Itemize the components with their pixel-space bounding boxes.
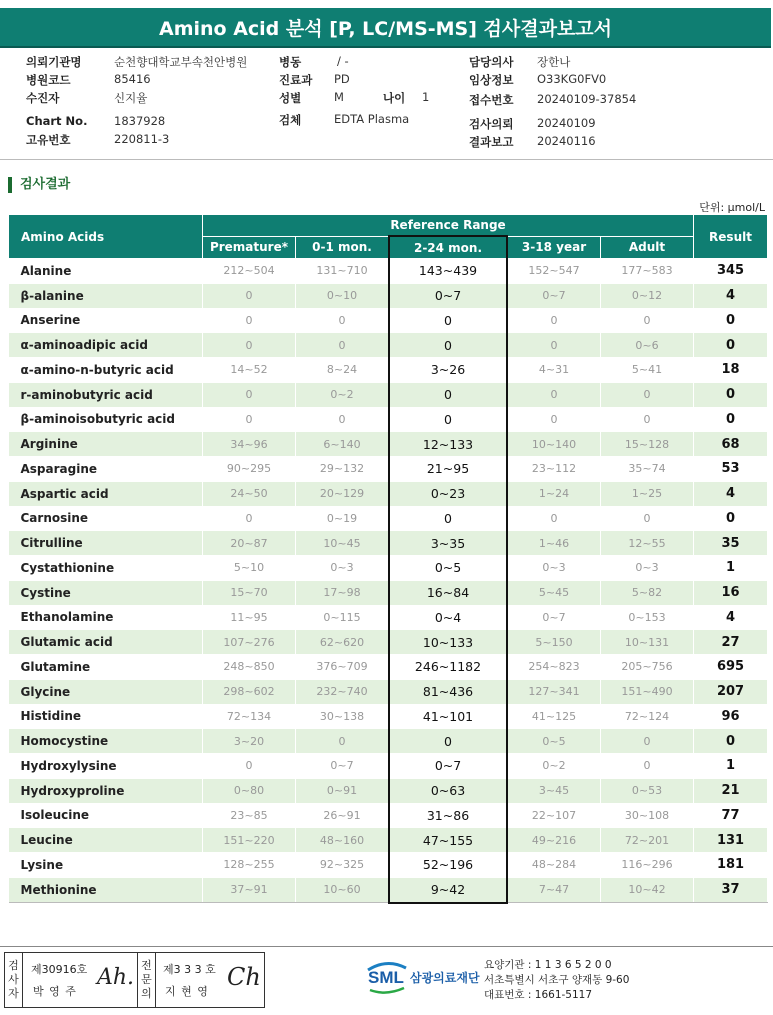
org-name: 삼광의료재단 [410,970,480,985]
reference-range-cell: 30~138 [296,704,390,729]
result-value: 345 [694,259,768,284]
amino-acid-name: Glutamine [9,655,203,680]
info-label: Chart No. [26,114,88,128]
reference-range-cell: 72~134 [203,704,296,729]
result-value: 131 [694,828,768,853]
info-label: 수진자 [26,91,60,105]
reference-range-cell: 5~45 [507,580,601,605]
table-row [9,778,768,803]
reference-range-cell: 0 [601,754,694,779]
address-line: 대표번호 : 1661-5117 [484,989,593,1001]
reference-range-cell: 10~131 [601,630,694,655]
info-value: O33KG0FV0 [537,72,607,86]
amino-acid-name: Leucine [9,828,203,853]
table-row [9,754,768,779]
reference-range-cell: 3~35 [389,531,507,556]
table-row [9,457,768,482]
info-value: 85416 [114,72,151,86]
reference-range-cell: 143~439 [389,259,507,284]
address-line: 서초특별시 서초구 양재동 9-60 [484,974,630,986]
info-value: / - [337,54,349,68]
amino-acid-name: Lysine [9,853,203,878]
reference-range-cell: 35~74 [601,457,694,482]
reference-range-cell: 376~709 [296,655,390,680]
reference-range-cell: 0 [601,407,694,432]
col-0-1-mon: 0-1 mon. [296,236,390,259]
amino-acid-name: α-aminoadipic acid [9,333,203,358]
unit-label: 단위: μmol/L [699,201,765,214]
amino-acid-name: r-aminobutyric acid [9,382,203,407]
reference-range-cell: 0~7 [296,754,390,779]
reference-range-cell: 128~255 [203,853,296,878]
reference-range-cell: 212~504 [203,259,296,284]
reference-range-cell: 12~55 [601,531,694,556]
amino-acid-name: Cystine [9,580,203,605]
table-row [9,630,768,655]
reference-range-cell: 0 [203,308,296,333]
table-row [9,803,768,828]
table-row [9,729,768,754]
table-row [9,877,768,902]
result-value: 1 [694,556,768,581]
table-row [9,531,768,556]
reference-range-cell: 10~133 [389,630,507,655]
reference-range-cell: 0~4 [389,605,507,630]
result-value: 181 [694,853,768,878]
info-value: 20240109-37854 [537,92,637,106]
table-row [9,679,768,704]
reference-range-cell: 1~24 [507,481,601,506]
reference-range-cell: 0 [507,506,601,531]
address-line: 요양기관 : 1 1 3 6 5 2 0 0 [484,959,612,971]
result-value: 53 [694,457,768,482]
info-label: 검사의뢰 [469,117,514,131]
reference-range-cell: 49~216 [507,828,601,853]
report-title: Amino Acid 분석 [P, LC/MS-MS] 검사결과보고서 [0,8,771,48]
reference-range-cell: 48~160 [296,828,390,853]
result-value: 0 [694,506,768,531]
info-label: 결과보고 [469,135,514,149]
reference-range-cell: 41~125 [507,704,601,729]
reference-range-cell: 151~220 [203,828,296,853]
reference-range-cell: 0~23 [389,481,507,506]
reference-range-cell: 0~5 [389,556,507,581]
amino-acid-name: Asparagine [9,457,203,482]
reference-range-cell: 0 [296,407,390,432]
amino-acid-name: Citrulline [9,531,203,556]
reference-range-cell: 0 [203,283,296,308]
reference-range-cell: 0~91 [296,778,390,803]
reference-range-cell: 3~45 [507,778,601,803]
reference-range-cell: 0~7 [507,605,601,630]
info-value: 신지율 [114,91,148,105]
amino-acid-name: Glycine [9,679,203,704]
signer1-role: 검 사 자 [5,953,23,1007]
amino-acid-name: Hydroxyproline [9,778,203,803]
reference-range-cell: 0 [507,333,601,358]
reference-range-cell: 3~20 [203,729,296,754]
reference-range-cell: 0 [601,506,694,531]
reference-range-cell: 0~19 [296,506,390,531]
reference-range-cell: 177~583 [601,259,694,284]
reference-range-cell: 205~756 [601,655,694,680]
reference-range-cell: 20~129 [296,481,390,506]
reference-range-cell: 90~295 [203,457,296,482]
reference-range-cell: 23~112 [507,457,601,482]
amino-acid-name: Anserine [9,308,203,333]
reference-range-cell: 10~45 [296,531,390,556]
reference-range-cell: 152~547 [507,259,601,284]
amino-acid-name: Cystathionine [9,556,203,581]
reference-range-cell: 81~436 [389,679,507,704]
reference-range-cell: 8~24 [296,358,390,383]
result-value: 0 [694,308,768,333]
reference-range-cell: 232~740 [296,679,390,704]
amino-acid-name: β-aminoisobutyric acid [9,407,203,432]
info-label: 담당의사 [469,55,514,69]
table-row [9,333,768,358]
amino-acid-name: Isoleucine [9,803,203,828]
info-value: 20240109 [537,116,596,130]
reference-range-cell: 0 [389,729,507,754]
amino-acid-name: Hydroxylysine [9,754,203,779]
sml-logo [366,960,480,994]
col-premature: Premature* [203,236,296,259]
reference-range-cell: 298~602 [203,679,296,704]
info-label: 임상정보 [469,73,514,87]
reference-range-cell: 41~101 [389,704,507,729]
result-value: 27 [694,630,768,655]
reference-range-cell: 0~115 [296,605,390,630]
reference-range-cell: 0~2 [507,754,601,779]
reference-range-cell: 0 [203,754,296,779]
table-row [9,259,768,284]
divider [0,159,773,160]
reference-range-cell: 0~153 [601,605,694,630]
reference-range-cell: 15~70 [203,580,296,605]
table-row [9,556,768,581]
reference-range-cell: 248~850 [203,655,296,680]
reference-range-cell: 52~196 [389,853,507,878]
reference-range-cell: 0~6 [601,333,694,358]
table-row [9,828,768,853]
reference-range-cell: 23~85 [203,803,296,828]
reference-range-cell: 17~98 [296,580,390,605]
reference-range-cell: 0 [296,729,390,754]
reference-range-cell: 0~7 [389,754,507,779]
reference-range-cell: 0 [389,407,507,432]
amino-acid-name: Arginine [9,432,203,457]
info-value: EDTA Plasma [334,112,410,126]
reference-range-cell: 127~341 [507,679,601,704]
reference-range-cell: 5~10 [203,556,296,581]
col-reference-range: Reference Range [203,215,694,237]
reference-range-cell: 20~87 [203,531,296,556]
reference-range-cell: 11~95 [203,605,296,630]
result-value: 4 [694,481,768,506]
reference-range-cell: 5~150 [507,630,601,655]
info-label: 병원코드 [26,73,71,87]
results-table [8,214,768,904]
reference-range-cell: 0 [389,333,507,358]
result-value: 18 [694,358,768,383]
reference-range-cell: 0 [507,308,601,333]
result-value: 4 [694,605,768,630]
reference-range-cell: 30~108 [601,803,694,828]
result-value: 0 [694,382,768,407]
reference-range-cell: 0~12 [601,283,694,308]
amino-acid-name: Carnosine [9,506,203,531]
reference-range-cell: 131~710 [296,259,390,284]
amino-acid-name: Histidine [9,704,203,729]
info-label: 성별 [279,91,302,105]
reference-range-cell: 21~95 [389,457,507,482]
section-title: 검사결과 [8,177,70,193]
reference-range-cell: 116~296 [601,853,694,878]
table-row [9,283,768,308]
table-row [9,481,768,506]
reference-range-cell: 47~155 [389,828,507,853]
reference-range-cell: 0 [507,407,601,432]
reference-range-cell: 0 [601,729,694,754]
reference-range-cell: 0~7 [389,283,507,308]
reference-range-cell: 10~42 [601,877,694,902]
result-value: 21 [694,778,768,803]
reference-range-cell: 6~140 [296,432,390,457]
reference-range-cell: 0 [601,308,694,333]
info-value: 장한나 [537,55,571,69]
amino-acid-name: Alanine [9,259,203,284]
reference-range-cell: 29~132 [296,457,390,482]
info-value: 순천향대학교부속천안병원 [114,55,248,69]
reference-range-cell: 0 [389,382,507,407]
age-label: 나이 [383,91,406,105]
result-value: 207 [694,679,768,704]
table-row [9,382,768,407]
reference-range-cell: 0~7 [507,283,601,308]
reference-range-cell: 3~26 [389,358,507,383]
results-body [9,259,768,903]
reference-range-cell: 0 [203,506,296,531]
amino-acid-name: Glutamic acid [9,630,203,655]
result-value: 68 [694,432,768,457]
footer-divider [0,946,773,947]
result-value: 695 [694,655,768,680]
info-label: 병동 [279,55,302,69]
reference-range-cell: 7~47 [507,877,601,902]
signer2-signature: Ch [227,963,261,991]
table-row [9,853,768,878]
reference-range-cell: 0 [389,308,507,333]
signer2-number: 제3 3 3 호 [163,963,216,976]
info-label: 진료과 [279,73,313,87]
result-value: 1 [694,754,768,779]
amino-acid-name: Methionine [9,877,203,902]
reference-range-cell: 254~823 [507,655,601,680]
result-value: 77 [694,803,768,828]
reference-range-cell: 10~60 [296,877,390,902]
reference-range-cell: 0~63 [389,778,507,803]
reference-range-cell: 0~5 [507,729,601,754]
table-row [9,605,768,630]
signer1-name: 박 영 주 [33,985,77,998]
signer1-number: 제30916호 [31,963,88,976]
org-address [484,958,629,1003]
result-value: 4 [694,283,768,308]
reference-range-cell: 72~201 [601,828,694,853]
signer2-name: 지 현 영 [165,985,209,998]
info-label: 접수번호 [469,93,514,107]
info-value: 20240116 [537,134,596,148]
reference-range-cell: 0~10 [296,283,390,308]
reference-range-cell: 12~133 [389,432,507,457]
reference-range-cell: 72~124 [601,704,694,729]
reference-range-cell: 4~31 [507,358,601,383]
amino-acid-name: Homocystine [9,729,203,754]
info-value: 1837928 [114,114,166,128]
signature-box [4,952,265,1008]
reference-range-cell: 48~284 [507,853,601,878]
reference-range-cell: 37~91 [203,877,296,902]
result-value: 16 [694,580,768,605]
reference-range-cell: 15~128 [601,432,694,457]
reference-range-cell: 0 [601,382,694,407]
amino-acid-name: β-alanine [9,283,203,308]
reference-range-cell: 22~107 [507,803,601,828]
reference-range-cell: 0 [296,333,390,358]
reference-range-cell: 0 [203,333,296,358]
result-value: 37 [694,877,768,902]
info-value: PD [334,72,350,86]
reference-range-cell: 0 [296,308,390,333]
signer2-role: 전 문 의 [137,953,156,1007]
table-row [9,432,768,457]
table-row [9,580,768,605]
reference-range-cell: 16~84 [389,580,507,605]
col-result: Result [694,215,768,259]
reference-range-cell: 5~82 [601,580,694,605]
reference-range-cell: 34~96 [203,432,296,457]
reference-range-cell: 0~3 [601,556,694,581]
amino-acid-name: Aspartic acid [9,481,203,506]
reference-range-cell: 151~490 [601,679,694,704]
reference-range-cell: 10~140 [507,432,601,457]
result-value: 96 [694,704,768,729]
table-row [9,704,768,729]
result-value: 0 [694,729,768,754]
reference-range-cell: 0 [203,382,296,407]
reference-range-cell: 0 [203,407,296,432]
reference-range-cell: 9~42 [389,877,507,902]
col-2-24-mon: 2-24 mon. [389,236,507,259]
table-row [9,358,768,383]
reference-range-cell: 0 [507,382,601,407]
table-row [9,407,768,432]
reference-range-cell: 5~41 [601,358,694,383]
reference-range-cell: 1~46 [507,531,601,556]
signer1-signature: Ah. [97,965,135,990]
col-amino-acids: Amino Acids [9,215,203,259]
age-value: 1 [422,90,430,104]
result-value: 35 [694,531,768,556]
reference-range-cell: 0~3 [507,556,601,581]
reference-range-cell: 26~91 [296,803,390,828]
info-label: 의뢰기관명 [26,55,82,69]
reference-range-cell: 246~1182 [389,655,507,680]
col-3-18-year: 3-18 year [507,236,601,259]
amino-acid-name: α-amino-n-butyric acid [9,358,203,383]
reference-range-cell: 92~325 [296,853,390,878]
info-value: M [334,90,344,104]
reference-range-cell: 0~2 [296,382,390,407]
info-value: 220811-3 [114,132,170,146]
result-value: 0 [694,333,768,358]
reference-range-cell: 14~52 [203,358,296,383]
info-label: 고유번호 [26,133,71,147]
reference-range-cell: 24~50 [203,481,296,506]
info-label: 검체 [279,113,302,127]
table-row [9,308,768,333]
col-adult: Adult [601,236,694,259]
table-row [9,655,768,680]
logo-text: SML [368,968,404,987]
table-row [9,506,768,531]
reference-range-cell: 0~3 [296,556,390,581]
amino-acid-name: Ethanolamine [9,605,203,630]
reference-range-cell: 1~25 [601,481,694,506]
reference-range-cell: 0~80 [203,778,296,803]
reference-range-cell: 107~276 [203,630,296,655]
result-value: 0 [694,407,768,432]
reference-range-cell: 0 [389,506,507,531]
reference-range-cell: 31~86 [389,803,507,828]
reference-range-cell: 62~620 [296,630,390,655]
reference-range-cell: 0~53 [601,778,694,803]
